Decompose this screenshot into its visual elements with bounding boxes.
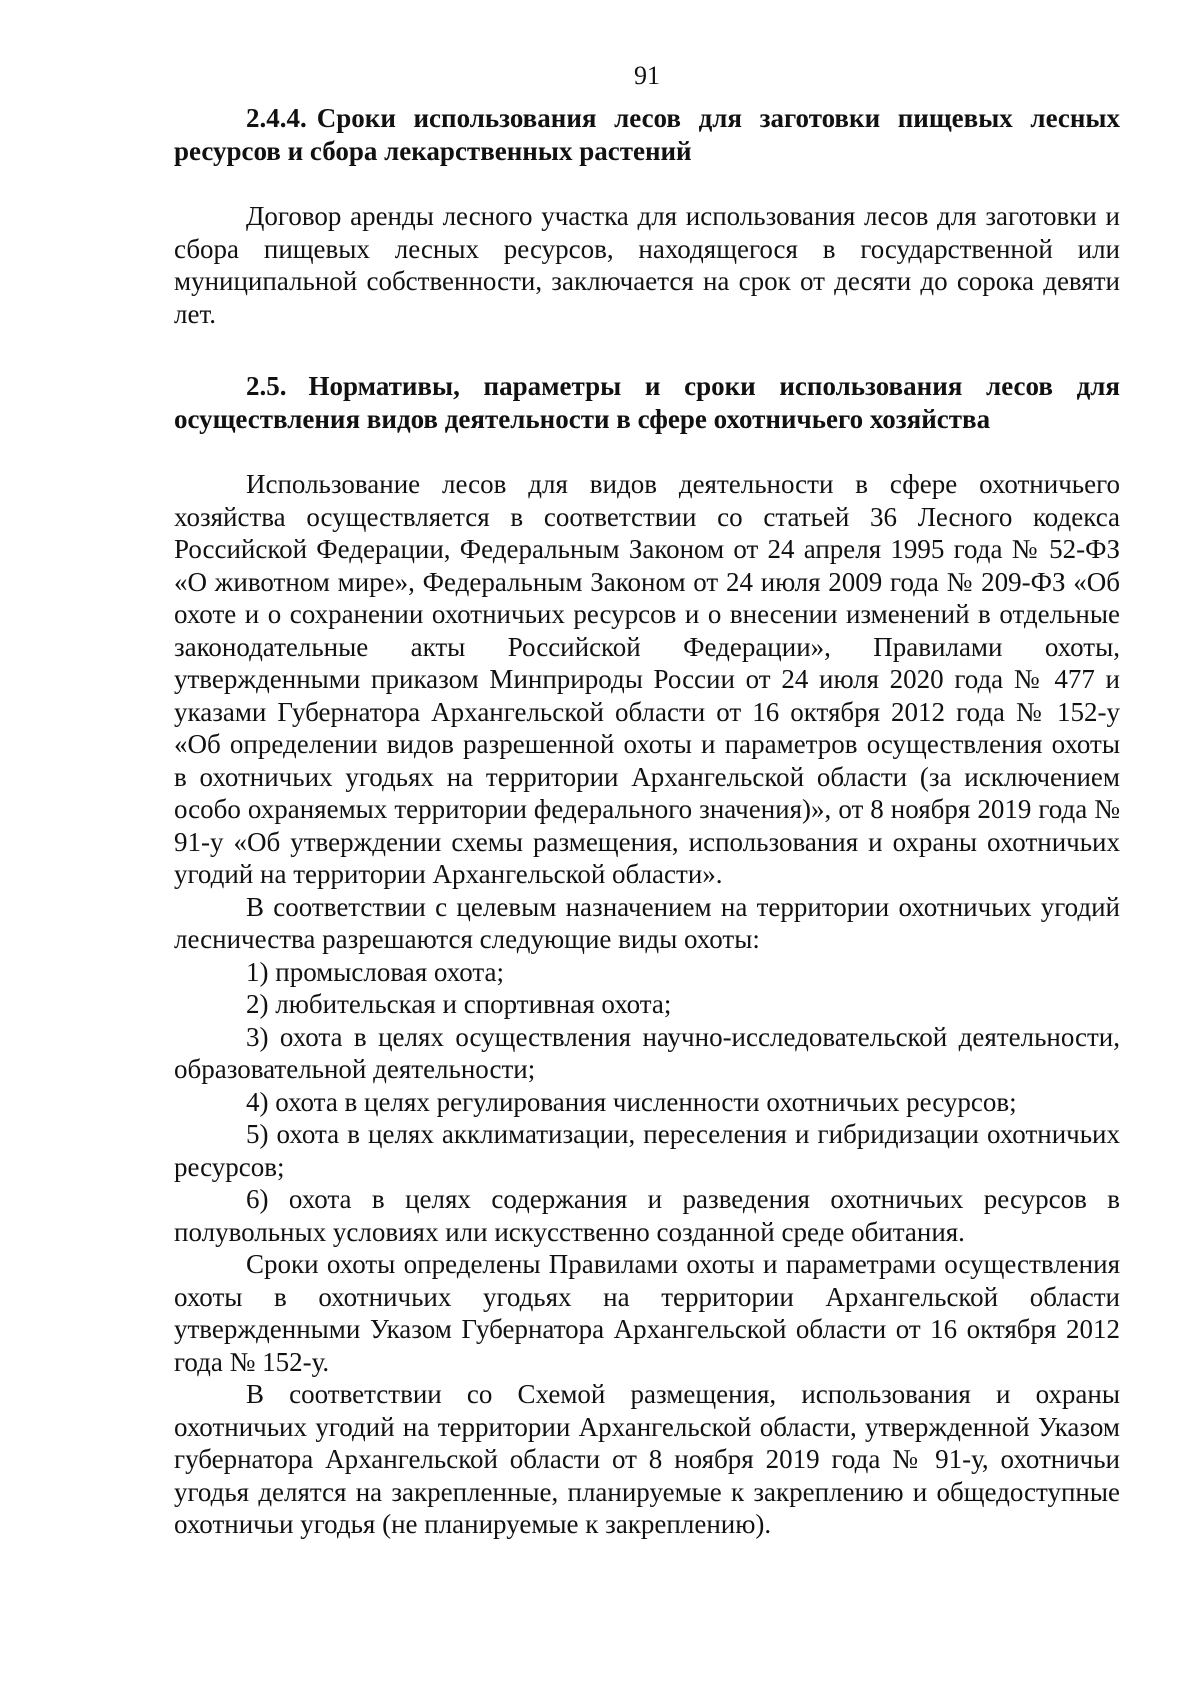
list-item: 5) охота в целях акклиматизации, переселения и гибридизации охотничьих ресурсов; (174, 1119, 1120, 1182)
paragraph: Договор аренды лесного участка для использования лесов для заготовки и сбора пищевых лесных ресурсов, находящегося в государственной или муниципальной собственности, заключается на срок от десяти до сорока девяти лет. (174, 201, 1120, 329)
list-item: 4) охота в целях регулирования численности охотничьих ресурсов; (246, 1086, 1017, 1117)
section-2-5 (174, 370, 1120, 1541)
list-item: 6) охота в целях содержания и разведения охотничьих ресурсов в полувольных условиях или искусственно созданной среде обитания. (174, 1184, 1120, 1247)
section-heading (174, 102, 1120, 168)
paragraph: Использование лесов для видов деятельности в сфере охотничьего хозяйства осуществляется в соответствии со статьей 36 Лесного кодекса Российской Федерации, Федеральным Законом от 24 апреля 1995 года № 52-ФЗ «О животном мире», Федеральным Законом от 24 июля 2009 года № 209-ФЗ «Об охоте и о сохранении охотничьих ресурсов и о внесении изменений в отдельные законодательные акты Российской Федерации», Правилами охоты, утвержденными приказом Минприроды России от 24 июля 2020 года № 477 и указами Губернатора Архангельской области от 16 октября 2012 года № 152-у «Об определении видов разрешенной охоты и параметров осуществления охоты в охотничьих угодьях на территории Архангельской области (за исключением особо охраняемых территории федерального значения)», от 8 ноября 2019 года № 91-у «Об утверждении схемы размещения, использования и охраны охотничьих угодий на территории Архангельской области». (174, 469, 1120, 889)
document-page (174, 60, 1120, 1541)
page-number: 91 (634, 61, 660, 90)
paragraph: В соответствии со Схемой размещения, использования и охраны охотничьих угодий на территории Архангельской области, утвержденной Указом губернатора Архангельской области от 8 ноября 2019 года № 91-у, охотничьи угодья делятся на закрепленные, планируемые к закреплению и общедоступные охотничьи угодья (не планируемые к закреплению). (174, 1379, 1120, 1539)
section-number: 2.4.4. (246, 103, 307, 133)
section-title: Нормативы, параметры и сроки использования лесов для осуществления видов деятельности в сфере охотничьего хозяйства (174, 371, 1120, 434)
section-2-4-4 (174, 102, 1120, 330)
list-item: 3) охота в целях осуществления научно-исследовательской деятельности, образовательной деятельности; (174, 1021, 1120, 1084)
paragraph: В соответствии с целевым назначением на территории охотничьих угодий лесничества разрешаются следующие виды охоты: (174, 891, 1120, 954)
section-number: 2.5. (246, 371, 287, 401)
list-item: 1) промысловая охота; (246, 956, 504, 987)
paragraph: Сроки охоты определены Правилами охоты и параметрами осуществления охоты в охотничьих угодьях на территории Архангельской области утвержденными Указом Губернатора Архангельской области от 16 октября 2012 года № 152-у. (174, 1249, 1120, 1377)
section-heading (174, 370, 1120, 436)
list-item: 2) любительская и спортивная охота; (246, 989, 672, 1019)
section-title: Сроки использования лесов для заготовки пищевых лесных ресурсов и сбора лекарственных растений (174, 103, 1120, 166)
